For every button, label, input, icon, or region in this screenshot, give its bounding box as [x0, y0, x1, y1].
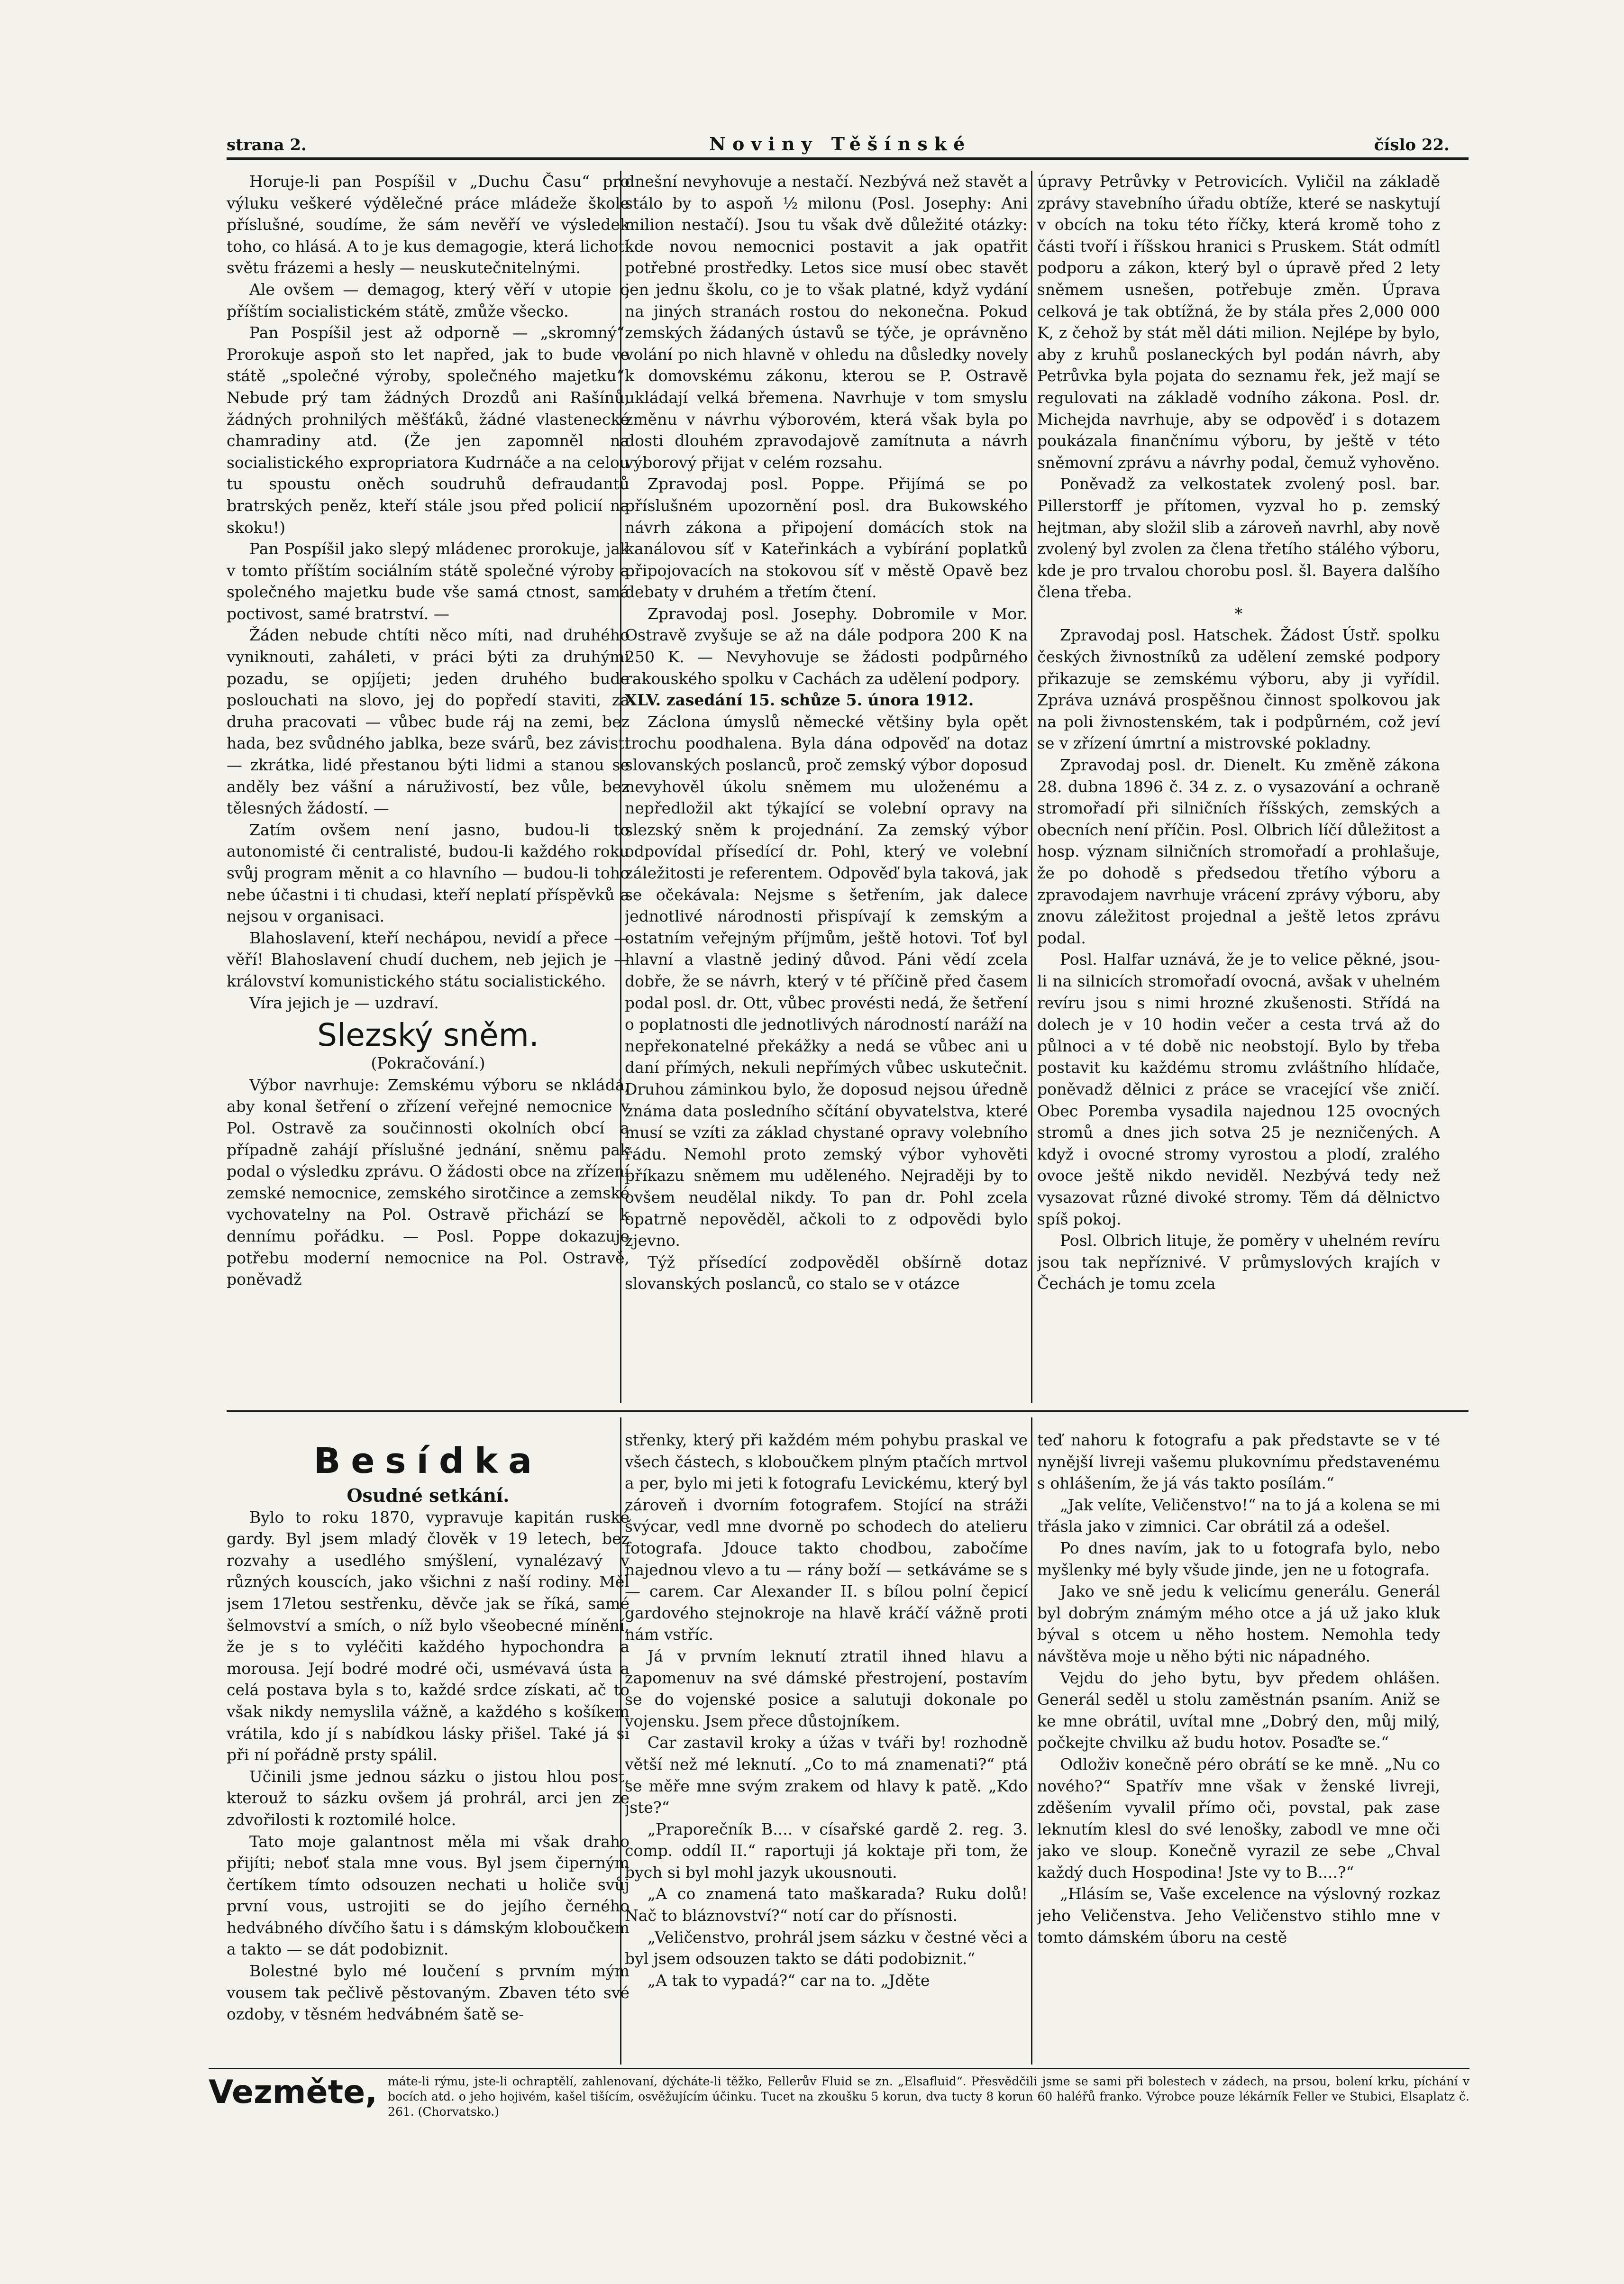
paragraph: Učinili jsme jednou sázku o jistou hlou post, kterouž to sázku ovšem já prohrál, arci jen ze zdvořilosti k roztomilé holce. — [227, 1767, 630, 1829]
paragraph: Zatím ovšem není jasno, budou-li to autonomisté či centralisté, budou-li každého roku svůj program měnit a co hlavního — budou-li toho nebe účastni i ti chudasi, kteří neplatí příspěvků a nejsou v organisaci. — [227, 820, 630, 926]
paragraph: Vejdu do jeho bytu, byv předem ohlášen. Generál seděl u stolu zaměstnán psaním. Aniž se ke mne obrátil, uvítal mne „Dobrý den, můj milý, počkejte chvilku až budu hotov. Posaďte se.“ — [1037, 1668, 1440, 1752]
paragraph: Bylo to roku 1870, vypravuje kapitán ruské gardy. Byl jsem mladý člověk v 19 letech, bez rozvahy a usedlého smýšlení, vynalézavý v různých kouscích, jako všichni z naší rodiny. Měl jsem 17letou sestřenku, děvče jak se říká, samé šelmovství a smích, o níž bylo všeobecné mínění, že je s to vyléčiti každého hypochondra a morousa. Její bodré modré oči, usmévavá ústa a celá postava byla s to, každé srdce získati, ač to však nikdy nemyslila vážně, a každého s košíkem vrátila, kdo jí s nabídkou lásky přišel. Také já si při ní pořádně prsty spálil. — [227, 1507, 630, 1764]
paragraph: Víra jejich je — uzdraví. — [249, 993, 439, 1012]
feuilleton-rule — [227, 1410, 1469, 1412]
paragraph: Odloživ konečně péro obrátí se ke mně. „Nu co nového?“ Spatřív mne však v ženské livreji, zděšením vyvalil přímo oči, povstal, pak zase leknutím klesl do své lenošky, zabodl ve mne oči jako ve sloup. Konečně vyrazil ze sebe „Chval každý duch Hospodina! Jste vy to B....?“ — [1037, 1754, 1440, 1882]
paragraph: Týž přísedící zodpověděl obšírně dotaz slovanských poslanců, co stalo se v otázce — [625, 1252, 1028, 1293]
column-divider-2 — [1031, 171, 1032, 1403]
paragraph: Žáden nebude chtíti něco míti, nad druhého vyniknouti, zaháleti, v práci býti za druhými pozadu, se opjíjeti; jeden druhého bude poslouchati na slovo, jej do popředí staviti, za druha pracovati — vůbec bude ráj na zemi, bez hada, bez svůdného jablka, beze svárů, bez závisti — zkrátka, lidé přestanou býti lidmi a stanou se anděly bez vášní a náruživostí, bez vůle, bez tělesných žádostí. — — [227, 626, 630, 818]
article-column-1 — [227, 171, 630, 1403]
paragraph: Blahoslavení, kteří nechápou, nevidí a přece — věří! Blahoslavení chudí duchem, neb jejich je — království komunistického státu socialistického. — [227, 928, 630, 990]
paragraph: Ale ovšem — demagog, který věří v utopie o příštím socialistickém státě, zmůže všecko. — [227, 280, 630, 320]
advert-rule — [209, 2068, 1469, 2069]
article-column-3 — [1037, 171, 1440, 1403]
paragraph: Zpravodaj posl. dr. Dienelt. Ku změně zákona 28. dubna 1896 č. 34 z. z. o vysazování a ochraně stromořadí při silničních říšských, zemských a obecních není příčin. Posl. Olbrich líčí důležitost a hosp. význam silničních stromořadí a prohlašuje, že po dohodě s předsedou třetího výboru a zpravodajem navrhuje vrácení zprávy výboru, aby znovu záležitost projednal a ještě letos zprávu podal. — [1037, 756, 1440, 947]
paragraph: Výbor navrhuje: Zemskému výboru se nkládá, aby konal šetření o zřízení veřejné nemocnice v Pol. Ostravě za součinnosti okolních obcí a případně zahájí příslušné jednání, sněmu pak podal o výsledku zprávu. O žádosti obce na zřízení zemské nemocnice, zemského sirotčince a zemské vychovatelny na Pol. Ostravě přichází se k dennímu pořádku. — Posl. Poppe dokazuje potřebu moderní nemocnice na Pol. Ostravě, poněvadž — [227, 1075, 630, 1289]
feuilleton-title: Besídka — [313, 1441, 543, 1481]
paragraph: „Veličenstvo, prohrál jsem sázku v čestné věci a byl jsem odsouzen takto se dáti podobiznit.“ — [625, 1928, 1028, 1968]
paragraph: Po dnes navím, jak to u fotografa bylo, nebo myšlenky mé byly všude jinde, jen ne u fotografa. — [1037, 1538, 1440, 1579]
paragraph: Záclona úmyslů německé většiny byla opět trochu poodhalena. Byla dána odpověď na dotaz slovanských poslanců, proč zemský výbor doposud nevyhověl úkolu sněmem mu uloženému a nepředložil akt týkající se volební opravy na slezský sněm k projednání. Za zemský výbor odpovídal přísedící dr. Pohl, který ve volební záležitosti je referentem. Odpověď byla taková, jak se očekávala: Nejsme s šetřením, jak dalece jednotlivé národnosti přispívají k zemským a ostatním veřejným příjmům, ještě hotovi. Toť byl hlavní a vlastně jediný důvod. Páni vědí zcela dobře, že se návrh, který v té příčině před časem podal posl. dr. Ott, vůbec provésti nedá, že šetření o poplatnosti dle jednotlivých národností naráží na nepřekonatelné překážky a nedá se vůbec ani u daní přímých, nekuli nepřímých vůbec uskutečnit. Druhou záminkou bylo, že doposud nejsou úředně známa data posledního sčítání obyvatelstva, které musí se vzíti za základ chystané opravy volebního řádu. Nemohl proto zemský výbor vyhověti příkazu sněmem mu uděleného. Nejraději by to ovšem neudělal nikdy. To pan dr. Pohl zcela opatrně nepověděl, ačkoli to z odpovědi bylo zjevno. — [625, 712, 1028, 1250]
paragraph: Zpravodaj posl. Josephy. Dobromile v Mor. Ostravě zvyšuje se až na dále podpora 200 K na 250 K. — Nevyhovuje se žádosti podpůrného rakouského spolku v Cachách za udělení podpory. — [625, 604, 1028, 688]
paragraph: Pan Pospíšil jest až odporně — „skromný“. Prorokuje aspoň sto let napřed, jak to bude ve státě „společné výroby, společného majetku“. Nebude prý tam žádných Drozdů ani Rašínů, žádných prohnilých měšťáků, žádné vlastenecké chamradiny atd. (Že jen zapomněl na socialistického expropriatora Kudrnáče a na celou tu spoustu oněch soudruhů defraudantů bratrských peněz, kteří stále jsou před policií na skoku!) — [227, 323, 630, 537]
paragraph: Posl. Halfar uznává, že je to velice pěkné, jsou-li na silnicích stromořadí ovocná, avšak v uhelném revíru jsou s nimi hrozné zkušenosti. Střídá na dolech je v 10 hodin večer a cesta trvá až do půlnoci a v té době nic neobstojí. Bylo by třeba postavit ku každému stromu zvláštního hlídače, poněvadž dělnici z práce se vracející vše zničí. Obec Poremba vysadila najednou 125 ovocných stromů a dnes jich sotva 25 je nezničených. A když i ovocné stromy vyrostou a plodí, zralého ovoce ještě nikdo neviděl. Nezbývá tedy než vysazovat různé divoké stromy. Těm dá dělnictvo spíš pokoj. — [1037, 950, 1440, 1228]
page-number: strana 2. — [227, 136, 307, 155]
session-heading: XLV. zasedání 15. schůze 5. února 1912. — [625, 691, 974, 710]
advert-text: máte-li rýmu, jste-li ochraptělí, zahlenovaní, dýcháte-li těžko, Fellerův Fluid se zn. „Elsafluid“. Přesvědčili jsme se sami při bolestech v zádech, na prsou, bolení krku, píchání v bocích atd. o jeho hojivém, kašel tišícím, osvěžujícím účinku. Tucet na zkoušku 5 korun, dva tucty 8 korun 60 haléřů franko. Výrobce pouze lékárník Feller ve Stubici, Elsaplatz č. 261. (Chorvatsko.) — [388, 2074, 1469, 2119]
paragraph: Tato moje galantnost měla mi však draho přijíti; neboť stala mne vous. Byl jsem čiperným čertíkem tímto odsouzen nechati u holiče svůj první vous, ustrojiti se do jejího černého hedvábného dívčího šatu i s dámským kloboučkem a takto — se dát podobiznit. — [227, 1832, 630, 1959]
column-divider-4 — [1031, 1417, 1032, 2065]
paragraph: „Hlásím se, Vaše excelence na výslovný rozkaz jeho Veličenstva. Jeho Veličenstvo stihlo mne v tomto dámském úboru na cestě — [1037, 1884, 1440, 1946]
page-header — [227, 124, 1450, 155]
paragraph: „A tak to vypadá?“ car na to. „Jděte — [648, 1971, 930, 1990]
feuilleton-column-2 — [625, 1429, 1028, 2062]
separator-star: * — [1234, 604, 1243, 623]
paragraph: „Praporečník B.... v císařské gardě 2. reg. 3. comp. oddíl II.“ raportuji já koktaje při tom, že bych si byl mohl jazyk ukousnouti. — [625, 1819, 1028, 1882]
feuilleton-column-1 — [227, 1432, 630, 2062]
section-title-snem: Slezský sněm. — [317, 1017, 539, 1054]
article-column-2 — [625, 171, 1028, 1403]
feuilleton-column-3 — [1037, 1429, 1440, 2062]
paragraph: Horuje-li pan Pospíšil v „Duchu Času“ pro výluku veškeré výdělečné práce mládeže škole příslušné, soudíme, že sám nevěří ve výsledek toho, co hlásá. A to je kus demagogie, která lichotí světu frázemi a hesly — neuskutečnitelnými. — [227, 172, 630, 277]
advertisement — [209, 2074, 1469, 2131]
paragraph: teď nahoru k fotografu a pak představte se v té nynější livreji vašemu plukovnímu představenému s ohlášením, že já vás takto posílám.“ — [1037, 1431, 1440, 1493]
story-title: Osudné setkání. — [347, 1485, 510, 1506]
paragraph: Zpravodaj posl. Poppe. Přijímá se po příslušném upozornění posl. dra Bukowského návrh zákona a připojení domácích stok na kanálovou síť v Kateřinkách a vybírání poplatků připojovacích na stokovou síť v městě Opavě bez debaty v druhém a třetím čtení. — [625, 475, 1028, 602]
newspaper-title: Noviny Těšínské — [709, 133, 972, 155]
section-subtitle: (Pokračování.) — [371, 1054, 485, 1073]
paragraph: Pan Pospíšil jako slepý mládenec prorokuje, jak v tomto příštím sociálním státě společné výroby a společného majetku bude vše samá ctnost, samá poctivost, samé bratrství. — — [227, 539, 630, 623]
paragraph: Jako ve sně jedu k velicímu generálu. Generál byl dobrým známým mého otce a já už jako kluk býval s otcem u něho hostem. Nemohla tedy návštěva moje u něho býti nic nápadného. — [1037, 1582, 1440, 1665]
advert-headline: Vezměte, — [209, 2074, 378, 2111]
paragraph: střenky, který při každém mém pohybu praskal ve všech částech, s kloboučkem plným ptačích mrtvol a per, bylo mi jeti k fotografu Levickému, který byl zároveň i dvorním fotografem. Stojící na stráži švýcar, vedl mne dvorně po schodech do atelieru fotografa. Jdouce takto chodbou, zabočíme najednou vlevo a tu — rány boží — setkáváme se s — carem. Car Alexander II. s bílou polní čepicí gardového stejnokroje na hlavě kráčí vážně proti nám vstříc. — [625, 1431, 1028, 1644]
paragraph: „A co znamená tato maškarada? Ruku dolů! Nač to bláznovství?“ notí car do přísnosti. — [625, 1884, 1028, 1925]
header-rule — [227, 157, 1469, 160]
paragraph: Poněvadž za velkostatek zvolený posl. bar. Pillerstorff je přítomen, vyzval ho p. zemský hejtman, aby složil slib a zároveň navrhl, aby nově zvolený byl zvolen za člena třetího stálého výboru, kde je pro trvalou chorobu posl. šl. Bayera dalšího člena třeba. — [1037, 475, 1440, 602]
paragraph: Posl. Olbrich lituje, že poměry v uhelném revíru jsou tak nepříznivé. V průmyslových krajích v Čechách je tomu zcela — [1037, 1231, 1440, 1293]
paragraph: Já v prvním leknutí ztratil ihned hlavu a zapomenuv na své dámské přestrojení, postavím se do vojenské posice a salutuji dokonale po vojensku. Jsem přece důstojníkem. — [625, 1646, 1028, 1730]
paragraph: Bolestné bylo mé loučení s prvním mým vousem tak pečlivě pěstovaným. Zbaven této své ozdoby, v těsném hedvábném šatě se- — [227, 1962, 630, 2024]
paragraph: „Jak velíte, Veličenstvo!“ na to já a kolena se mi třásla jako v zimnici. Car obrátil zá a odešel. — [1037, 1495, 1440, 1536]
paragraph: Car zastavil kroky a úžas v tváři by! rozhodně větší než mé leknutí. „Co to má znamenati?“ ptá se měře mne svým zrakem od hlavy k patě. „Kdo jste?“ — [625, 1733, 1028, 1817]
paragraph: úpravy Petrůvky v Petrovicích. Vyličil na základě zprávy stavebního úřadu obtíže, které se naskytují v obcích na toku této říčky, která kromě toho z části tvoří i říšskou hranici s Pruskem. Stát odmítl podporu a zákon, který byl o úpravě před 2 lety sněmem usnešen, potřebuje změn. Úprava celková je tak obtížná, že by stála přes 2,000 000 K, z čehož by stát měl dáti milion. Nejlépe by bylo, aby z kruhů poslaneckých byl podán návrh, aby Petrůvka byla pojata do seznamu řek, jež mají se regulovati na základě vodního zákona. Posl. dr. Michejda navrhuje, aby se odpověď i s dotazem poukázala finančnímu výboru, by ještě v této sněmovní zprávu a návrhy podal, čemuž vyhověno. — [1037, 172, 1440, 472]
paragraph: dnešní nevyhovuje a nestačí. Nezbývá než stavět a stálo by to aspoň ½ milonu (Posl. Josephy: Ani milion nestačí). Jsou tu však dvě důležité otázky: kde novou nemocnici postavit a jak opatřit potřebné prostředky. Letos sice musí obec stavět jen jednu školu, co je to však platné, když vydání na jiných stranách rostou do nekonečna. Pokud zemských žádaných ústavů se týče, je oprávněno volání po nich hlavně v ohledu na důsledky novely k domovskému zákonu, kterou se P. Ostravě ukládají velká břemena. Navrhuje v tom smyslu změnu v návrhu výborovém, která však byla po dosti dlouhém zpravodajově zamítnuta a návrh výborový přijat v celém rozsahu. — [625, 172, 1028, 472]
paragraph: Zpravodaj posl. Hatschek. Žádost Ústř. spolku českých živnostníků za udělení zemské podpory přikazuje se zemskému výboru, aby ji vyřídil. Zpráva uznává prospěšnou činnost spolkovou jak na poli živnostenském, tak i podpůrném, což jeví se v zřízení úmrtní a mistrovské pokladny. — [1037, 626, 1440, 753]
issue-number: číslo 22. — [1374, 136, 1450, 155]
